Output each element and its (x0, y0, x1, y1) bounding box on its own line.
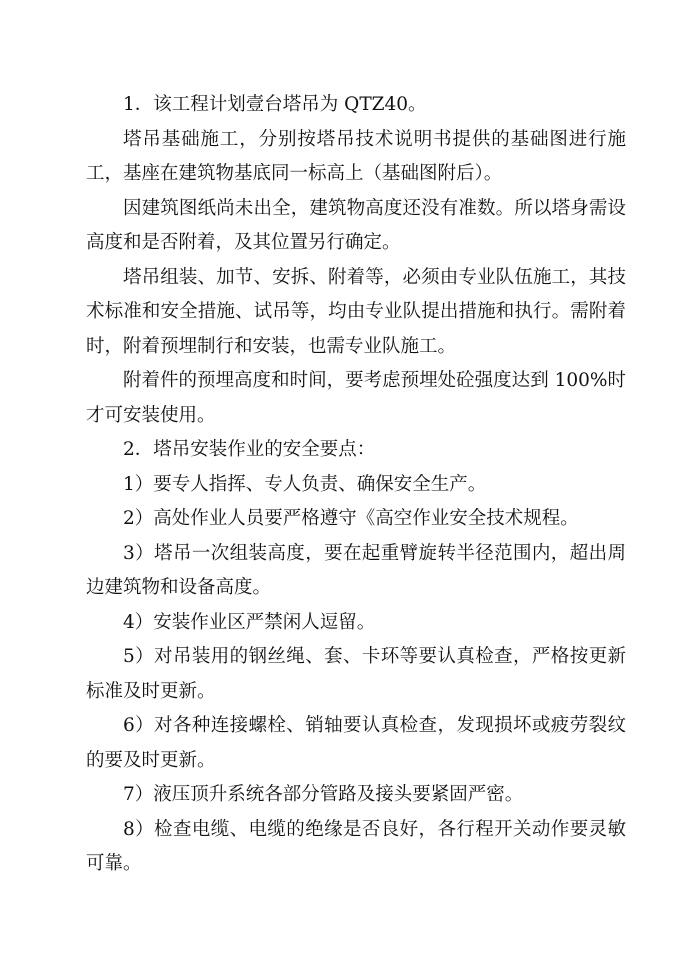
paragraph-4: 塔吊组装、加节、安拆、附着等，必须由专业队伍施工，其技术标准和安全措施、试吊等，均由专业队提出措施和执行。需附着时，附着预埋制行和安装，也需专业队施工。 (86, 266, 626, 357)
list-item-7: 7）液压顶升系统各部分管路及接头要紧固严密。 (123, 784, 524, 805)
list-item-6: 6）对各种连接螺栓、销轴要认真检查，发现损坏或疲劳裂纹的要及时更新。 (86, 715, 626, 771)
list-item-4: 4）安装作业区严禁闲人逗留。 (123, 611, 376, 633)
list-item-8: 8）检查电缆、电缆的绝缘是否良好，各行程开关动作要灵敏可靠。 (86, 818, 626, 874)
section-heading-2: 2．塔吊安装作业的安全要点： (123, 439, 376, 460)
paragraph-5: 附着件的预埋高度和时间，要考虑预埋处砼强度达到 100%时才可安装使用。 (86, 370, 626, 426)
list-item-5: 5）对吊装用的钢丝绳、套、卡环等要认真检查，严格按更新标准及时更新。 (86, 646, 626, 702)
list-item-2: 2）高处作业人员要严格遵守《高空作业安全技术规程。 (123, 508, 579, 529)
list-item-3: 3）塔吊一次组装高度，要在起重臂旋转半径范围内，超出周边建筑物和设备高度。 (86, 542, 626, 598)
paragraph-2: 塔吊基础施工，分别按塔吊技术说明书提供的基础图进行施工，基座在建筑物基底同一标高上（基础图附后）。 (86, 128, 626, 184)
paragraph-3: 因建筑图纸尚未出全，建筑物高度还没有准数。所以塔身需设高度和是否附着，及其位置另行确定。 (86, 197, 626, 253)
paragraph-1: 1．该工程计划壹台塔吊为 QTZ40。 (123, 94, 427, 115)
document-body (86, 88, 626, 882)
list-item-1: 1）要专人指挥、专人负责、确保安全生产。 (123, 473, 487, 495)
